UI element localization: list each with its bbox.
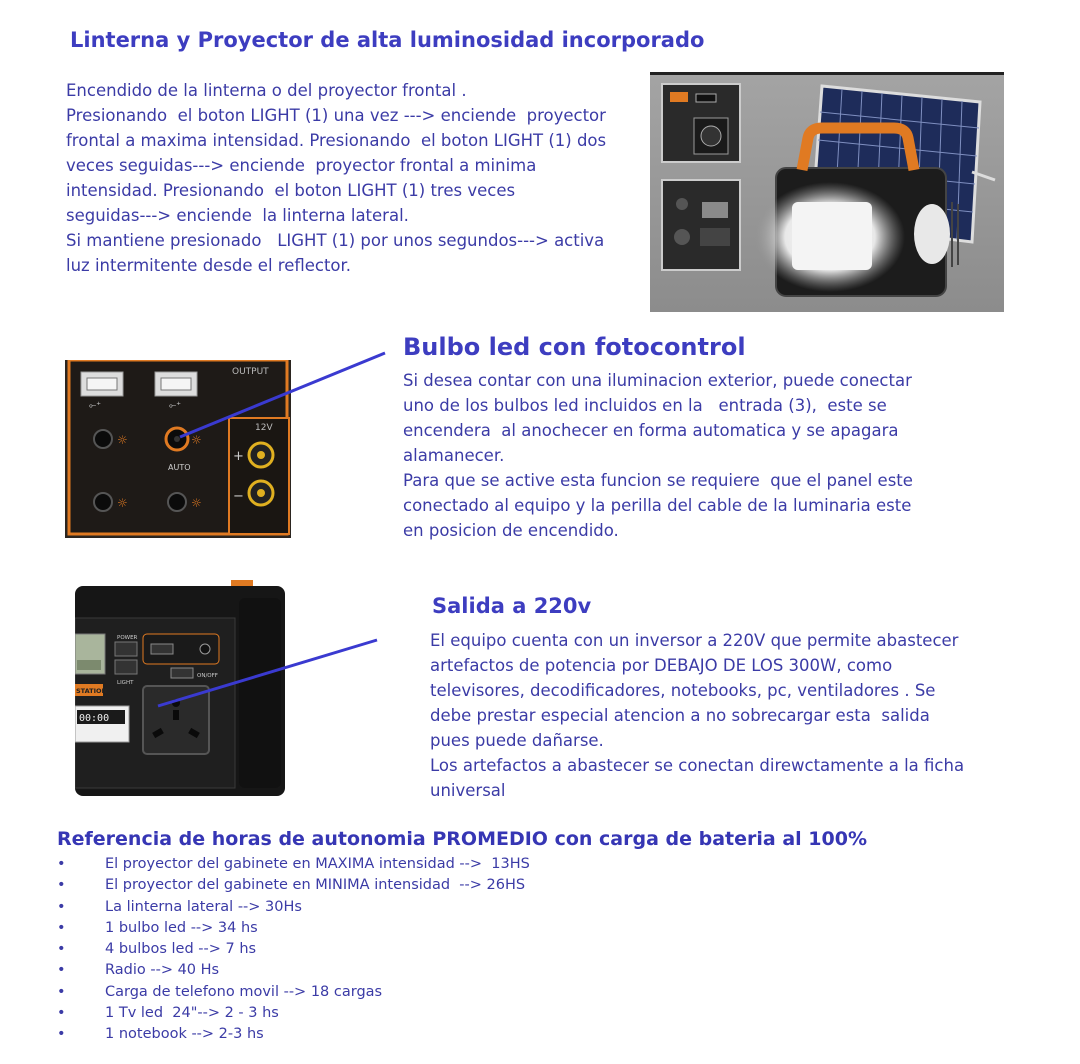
- list-item: • Carga de telefono movil --> 18 cargas: [57, 982, 530, 1003]
- reference-title: Referencia de horas de autonomia PROMEDIO con carga de bateria al 100%: [57, 828, 867, 850]
- section-title-salida: Salida a 220v: [432, 594, 592, 618]
- autonomy-list: [57, 854, 530, 1046]
- svg-text:☼: ☼: [191, 433, 202, 447]
- list-item: • La linterna lateral --> 30Hs: [57, 897, 530, 918]
- svg-text:ON/OFF: ON/OFF: [197, 673, 218, 679]
- list-item: • 1 notebook --> 2-3 hs: [57, 1024, 530, 1045]
- list-item: • 1 bulbo led --> 34 hs: [57, 918, 530, 939]
- bullet: •: [57, 1005, 66, 1022]
- svg-text:☼: ☼: [191, 496, 202, 510]
- list-item: • 1 Tv led 24"--> 2 - 3 hs: [57, 1003, 530, 1024]
- section-body-bulbo: Si desea contar con una iluminacion exterior, puede conectar uno de los bulbos led incluidos en la entrada (3), este se encendera al anochecer en forma automatica y se apagara alamanecer. Para que se active esta funcion se requiere que el panel este conectado al equipo y la perilla del cable de la luminaria este en posicion de encendido.: [403, 371, 913, 540]
- svg-text:POWER: POWER: [117, 635, 138, 641]
- section-body-salida: El equipo cuenta con un inversor a 220V que permite abastecer artefactos de potencia por DEBAJO DE LOS 300W, como televisores, decodificadores, notebooks, pc, ventiladores . Se debe prestar especial atencion a no sobrecargar esta salida pues puede dañarse. Los artefactos a abastecer se conectan direwctamente a la ficha universal: [430, 631, 965, 800]
- product-photo-solar-generator: [650, 72, 1004, 312]
- svg-text:AUTO: AUTO: [168, 463, 191, 472]
- svg-text:LIGHT: LIGHT: [117, 680, 134, 686]
- list-item: • Radio --> 40 Hs: [57, 960, 530, 981]
- bullet: •: [57, 941, 66, 958]
- bullet: •: [57, 1026, 66, 1043]
- svg-text:00:00: 00:00: [79, 713, 110, 724]
- pointer-line-salida: [150, 632, 385, 712]
- bullet: •: [57, 983, 66, 1000]
- pointer-line-bulbo: [170, 345, 395, 445]
- list-item: • 4 bulbos led --> 7 hs: [57, 939, 530, 960]
- list-item: • El proyector del gabinete en MINIMA intensidad --> 26HS: [57, 875, 530, 896]
- section-body-linterna: Encendido de la linterna o del proyector frontal . Presionando el boton LIGHT (1) una vez ---> enciende proyector frontal a maxima intensidad. Presionando el boton LIGHT (1) dos veces seguidas---> enciende proyector frontal a minima intensidad. Presionando el boton LIGHT (1) tres veces seguidas---> enciende la linterna lateral. Si mantiene presionado LIGHT (1) por unos segundos---> activa luz intermitente desde el reflector.: [66, 81, 607, 275]
- svg-text:+: +: [233, 449, 244, 464]
- svg-text:☼: ☼: [117, 433, 128, 447]
- svg-text:12V: 12V: [255, 423, 273, 433]
- svg-text:−: −: [233, 489, 244, 504]
- bullet: •: [57, 898, 66, 915]
- section-title-linterna: Linterna y Proyector de alta luminosidad incorporado: [70, 28, 705, 52]
- svg-text:⟜⁺: ⟜⁺: [89, 401, 101, 411]
- list-item: • El proyector del gabinete en MAXIMA intensidad --> 13HS: [57, 854, 530, 875]
- bullet: •: [57, 877, 66, 894]
- bullet: •: [57, 919, 66, 936]
- svg-text:STATION: STATION: [76, 687, 107, 695]
- svg-text:☼: ☼: [117, 496, 128, 510]
- output-label: OUTPUT: [232, 367, 269, 377]
- svg-text:⟜⁺: ⟜⁺: [169, 401, 181, 411]
- bullet: •: [57, 962, 66, 979]
- section-title-bulbo: Bulbo led con fotocontrol: [403, 333, 746, 361]
- bullet: •: [57, 856, 66, 872]
